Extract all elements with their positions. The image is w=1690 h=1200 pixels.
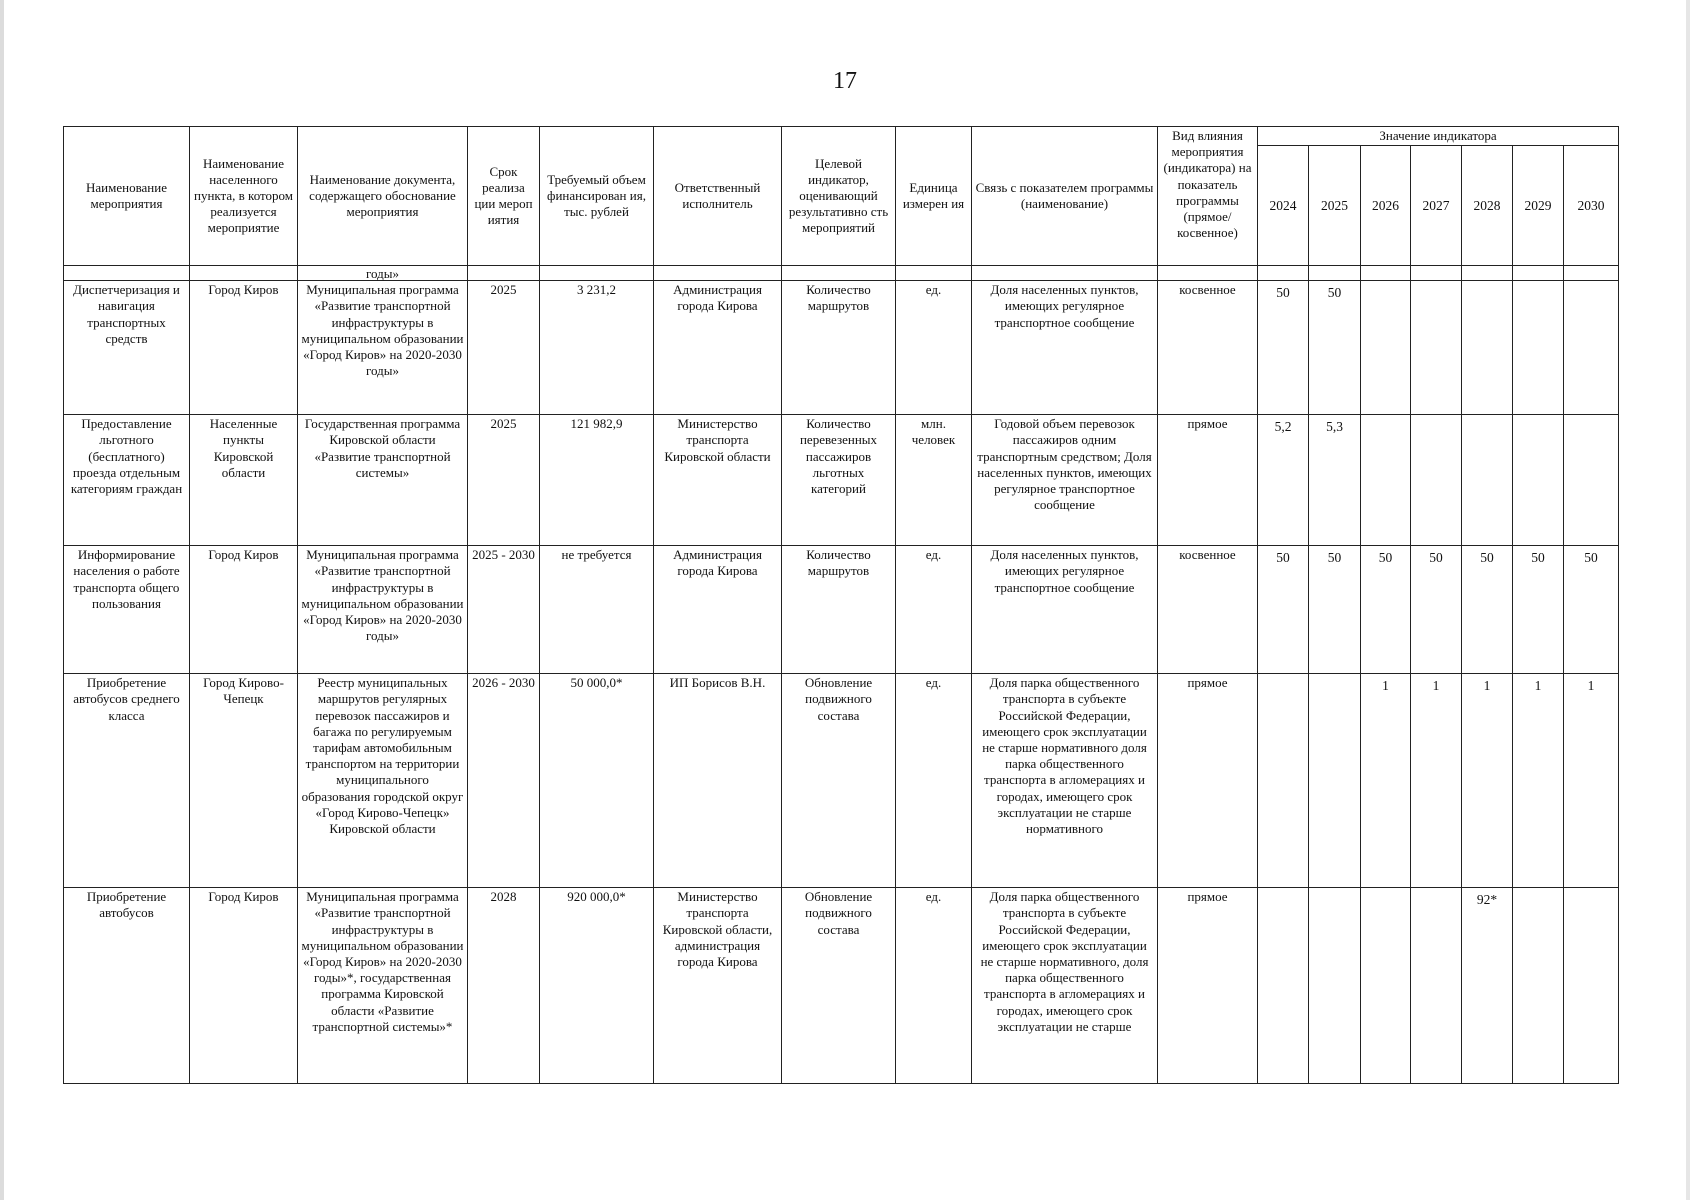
cell-link: Доля парка общественного транспорта в субъекте Российской Федерации, имеющего срок эксплуатации не старше нормативного доля парка общественного транспорта в агломерациях и городах, имеющего срок эксплуатации не старше нормативного [972,674,1158,888]
header-executor: Ответственный исполнитель [654,127,782,266]
cell-unit: ед. [896,546,972,674]
cell-year-value: 50 [1309,281,1361,415]
cell-year-value: 1 [1462,674,1513,888]
cell-executor: Администрация города Кирова [654,281,782,415]
cell-link: Доля парка общественного транспорта в субъекте Российской Федерации, имеющего срок эксплуатации не старше нормативного, доля парка общественного транспорта в агломерациях и городах, имеющего срок эксплуатации не старше [972,888,1158,1084]
cell-year-value [1513,888,1564,1084]
page-number: 17 [833,68,857,94]
cell-year-value [1309,888,1361,1084]
cell-executor: Администрация города Кирова [654,546,782,674]
cell-year-value [1309,674,1361,888]
carryover-text: годы» [298,266,468,281]
cell-impact: прямое [1158,888,1258,1084]
cell-year-value: 92* [1462,888,1513,1084]
cell-settlement: Город Киров [190,546,298,674]
cell-settlement: Город Киров [190,281,298,415]
cell-measure: Приобретение автобусов [64,888,190,1084]
cell-document: Муниципальная программа «Развитие транспортной инфраструктуры в муниципальном образовании «Город Киров» на 2020-2030 годы»*, государственная программа Кировской области «Развитие транспортной системы»* [298,888,468,1084]
cell-indicator: Количество маршрутов [782,281,896,415]
cell-settlement: Город Кирово-Чепецк [190,674,298,888]
header-year: 2025 [1309,146,1361,266]
header-settlement: Наименование населенного пункта, в котором реализуется мероприятие [190,127,298,266]
cell-year-value: 1 [1361,674,1411,888]
cell-settlement: Город Киров [190,888,298,1084]
cell-term: 2028 [468,888,540,1084]
header-indicator: Целевой индикатор, оценивающий результативно сть мероприятий [782,127,896,266]
cell-link: Доля населенных пунктов, имеющих регулярное транспортное сообщение [972,546,1158,674]
cell-impact: косвенное [1158,281,1258,415]
cell-link: Доля населенных пунктов, имеющих регулярное транспортное сообщение [972,281,1158,415]
cell-unit: млн. человек [896,415,972,546]
cell-measure: Информирование населения о работе транспорта общего пользования [64,546,190,674]
cell-unit: ед. [896,674,972,888]
cell-year-value [1258,674,1309,888]
cell-document: Реестр муниципальных маршрутов регулярных перевозок пассажиров и багажа по регулируемым тарифам автомобильным транспортом на территории муниципального образования городской округ «Город Кирово-Чепецк» Кировской области [298,674,468,888]
header-year: 2030 [1564,146,1619,266]
cell-year-value [1361,888,1411,1084]
cell-funding: 50 000,0* [540,674,654,888]
cell-funding: 3 231,2 [540,281,654,415]
table-row [64,546,1619,674]
cell-executor: Министерство транспорта Кировской области, администрация города Кирова [654,888,782,1084]
cell-year-value [1564,888,1619,1084]
cell-year-value [1513,281,1564,415]
cell-document: Муниципальная программа «Развитие транспортной инфраструктуры в муниципальном образовании «Город Киров» на 2020-2030 годы» [298,546,468,674]
cell-year-value: 50 [1309,546,1361,674]
cell-year-value: 50 [1258,281,1309,415]
cell-year-value: 50 [1361,546,1411,674]
cell-document: Муниципальная программа «Развитие транспортной инфраструктуры в муниципальном образовании «Город Киров» на 2020-2030 годы» [298,281,468,415]
cell-executor: Министерство транспорта Кировской области [654,415,782,546]
cell-unit: ед. [896,281,972,415]
cell-settlement: Населенные пункты Кировской области [190,415,298,546]
page-edge-left [0,0,4,1200]
cell-year-value [1564,415,1619,546]
cell-year-value: 50 [1564,546,1619,674]
header-link: Связь с показателем программы (наименование) [972,127,1158,266]
header-indicator-values: Значение индикатора [1258,127,1619,146]
cell-funding: не требуется [540,546,654,674]
cell-indicator: Обновление подвижного состава [782,674,896,888]
header-year: 2027 [1411,146,1462,266]
page-edge-right [1686,0,1690,1200]
table-row [64,674,1619,888]
header-year: 2029 [1513,146,1564,266]
cell-year-value [1564,281,1619,415]
header-year: 2026 [1361,146,1411,266]
cell-term: 2025 - 2030 [468,546,540,674]
header-document: Наименование документа, содержащего обоснование мероприятия [298,127,468,266]
cell-indicator: Количество маршрутов [782,546,896,674]
carryover-row [64,266,1619,281]
cell-measure: Приобретение автобусов среднего класса [64,674,190,888]
cell-indicator: Обновление подвижного состава [782,888,896,1084]
cell-year-value [1361,281,1411,415]
header-term: Срок реализа ции мероп иятия [468,127,540,266]
table-row [64,281,1619,415]
header-measure: Наименование мероприятия [64,127,190,266]
cell-link: Годовой объем перевозок пассажиров одним транспортным средством; Доля населенных пунктов, имеющих регулярное транспортное сообщение [972,415,1158,546]
cell-term: 2026 - 2030 [468,674,540,888]
header-impact: Вид влияния мероприятия (индикатора) на показатель программы (прямое/ косвенное) [1158,127,1258,266]
cell-year-value: 50 [1411,546,1462,674]
table-row [64,888,1619,1084]
cell-year-value: 1 [1513,674,1564,888]
cell-impact: косвенное [1158,546,1258,674]
cell-measure: Предоставление льготного (бесплатного) проезда отдельным категориям граждан [64,415,190,546]
measures-table [63,126,1619,1084]
cell-year-value [1258,888,1309,1084]
cell-year-value: 50 [1258,546,1309,674]
cell-year-value [1411,281,1462,415]
cell-funding: 121 982,9 [540,415,654,546]
cell-year-value: 50 [1462,546,1513,674]
cell-term: 2025 [468,281,540,415]
header-funding: Требуемый объем финансирован ия, тыс. рублей [540,127,654,266]
header-year: 2028 [1462,146,1513,266]
cell-year-value: 1 [1564,674,1619,888]
header-year: 2024 [1258,146,1309,266]
cell-year-value: 5,2 [1258,415,1309,546]
cell-year-value [1462,415,1513,546]
cell-funding: 920 000,0* [540,888,654,1084]
cell-year-value [1411,415,1462,546]
cell-document: Государственная программа Кировской области «Развитие транспортной системы» [298,415,468,546]
cell-year-value: 50 [1513,546,1564,674]
cell-measure: Диспетчеризация и навигация транспортных средств [64,281,190,415]
cell-executor: ИП Борисов В.Н. [654,674,782,888]
cell-impact: прямое [1158,415,1258,546]
table-header [64,127,1619,266]
cell-term: 2025 [468,415,540,546]
table-row [64,415,1619,546]
cell-impact: прямое [1158,674,1258,888]
cell-year-value [1361,415,1411,546]
cell-year-value [1411,888,1462,1084]
cell-indicator: Количество перевезенных пассажиров льготных категорий [782,415,896,546]
cell-year-value: 5,3 [1309,415,1361,546]
cell-year-value: 1 [1411,674,1462,888]
header-unit: Единица измерен ия [896,127,972,266]
cell-unit: ед. [896,888,972,1084]
cell-year-value [1513,415,1564,546]
cell-year-value [1462,281,1513,415]
